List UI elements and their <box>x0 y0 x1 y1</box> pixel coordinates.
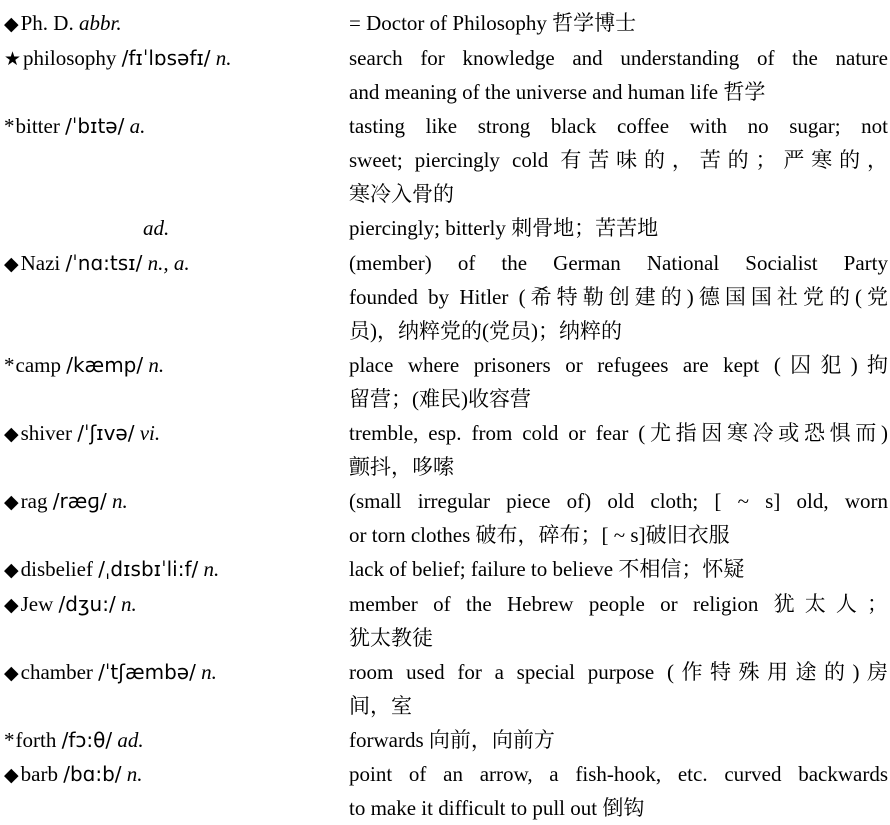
dictionary-entry-row <box>4 552 888 587</box>
definition-line: search for knowledge and understanding of the nature <box>349 46 888 70</box>
entry-frequency-marker-icon: ◆ <box>4 13 19 35</box>
entry-frequency-marker-icon: * <box>4 353 15 377</box>
entry-definition <box>349 6 888 40</box>
definition-line: (small irregular piece of) old cloth; [ ~ s] old, worn <box>349 489 888 513</box>
entry-phonetic: /dʒu:/ <box>58 592 116 616</box>
entry-headword-cell <box>4 723 349 757</box>
entry-part-of-speech: ad. <box>117 728 144 752</box>
dictionary-entry-row <box>4 6 888 41</box>
entry-headword: shiver <box>20 421 72 445</box>
entry-definition <box>349 552 888 586</box>
entry-part-of-speech: n. <box>148 353 165 377</box>
entry-phonetic: /ˈtʃæmbə/ <box>98 660 196 684</box>
definition-line: and meaning of the universe and human life 哲学 <box>349 80 766 104</box>
entry-part-of-speech: ad. <box>143 216 170 240</box>
definition-line: room used for a special purpose (作特殊用途的)房 <box>349 660 888 684</box>
dictionary-entry-row <box>4 41 888 109</box>
entry-headword: chamber <box>20 660 93 684</box>
entry-frequency-marker-icon: ◆ <box>4 764 19 786</box>
entry-part-of-speech: n., a. <box>147 251 190 275</box>
entry-frequency-marker-icon: ★ <box>4 48 22 70</box>
entry-headword-cell <box>4 552 349 587</box>
definition-line: 员)，纳粹党的(党员)；纳粹的 <box>349 319 622 343</box>
entry-definition <box>349 757 888 825</box>
entry-definition <box>349 484 888 552</box>
entry-headword-cell <box>4 246 349 281</box>
dictionary-entry-row <box>4 109 888 211</box>
entry-headword: forth <box>15 728 57 752</box>
definition-line: forwards 向前，向前方 <box>349 728 555 752</box>
entry-phonetic: /ˌdɪsbɪˈli:f/ <box>98 557 199 581</box>
definition-line: place where prisoners or refugees are kept (囚犯)拘 <box>349 353 888 377</box>
entry-phonetic: /bɑ:b/ <box>63 762 122 786</box>
entry-part-of-speech: n. <box>201 660 217 684</box>
definition-line: piercingly; bitterly 刺骨地；苦苦地 <box>349 216 659 240</box>
entry-headword-cell <box>4 587 349 622</box>
definition-line: 犹太教徒 <box>349 626 433 650</box>
entry-part-of-speech: n. <box>112 489 128 513</box>
entry-part-of-speech: n. <box>126 762 143 786</box>
definition-line: or torn clothes 破布，碎布；[ ~ s]破旧衣服 <box>349 523 730 547</box>
definition-line: member of the Hebrew people or religion 犹太人； <box>349 592 888 616</box>
entry-definition <box>349 723 888 757</box>
entry-definition <box>349 41 888 109</box>
definition-line: tremble, esp. from cold or fear (尤指因寒冷或恐惧而) <box>349 421 888 445</box>
entry-headword-cell <box>4 655 349 690</box>
dictionary-entry-row <box>4 348 888 416</box>
entry-definition <box>349 211 888 245</box>
definition-line: sweet; piercingly cold 有苦味的，苦的；严寒的， <box>349 148 888 172</box>
entry-headword: disbelief <box>20 557 93 581</box>
entry-headword-cell <box>4 6 349 41</box>
entry-phonetic: /ˈʃɪvə/ <box>77 421 135 445</box>
dictionary-entry-row <box>4 246 888 348</box>
entry-frequency-marker-icon: ◆ <box>4 559 19 581</box>
entry-definition <box>349 416 888 484</box>
entry-part-of-speech: n. <box>215 46 232 70</box>
entry-headword: barb <box>20 762 58 786</box>
entry-phonetic: /fɪˈlɒsəfɪ/ <box>121 46 211 70</box>
definition-line: tasting like strong black coffee with no sugar; not <box>349 114 888 138</box>
definition-line: 寒冷入骨的 <box>349 182 454 206</box>
entry-frequency-marker-icon: * <box>4 728 15 752</box>
entry-part-of-speech: abbr. <box>78 11 122 35</box>
entry-definition <box>349 587 888 655</box>
definition-line: founded by Hitler (希特勒创建的)德国国社党的(党 <box>349 285 888 309</box>
definition-line: to make it difficult to pull out 倒钩 <box>349 796 645 820</box>
entry-frequency-marker-icon: ◆ <box>4 253 19 275</box>
entry-list <box>4 6 888 825</box>
entry-headword-cell <box>4 41 349 76</box>
entry-part-of-speech: a. <box>129 114 146 138</box>
entry-part-of-speech: n. <box>203 557 220 581</box>
entry-headword-cell <box>4 757 349 792</box>
entry-frequency-marker-icon: ◆ <box>4 662 19 684</box>
entry-definition <box>349 246 888 348</box>
entry-headword-cell <box>4 484 349 519</box>
entry-frequency-marker-icon: * <box>4 114 15 138</box>
entry-frequency-marker-icon: ◆ <box>4 491 19 513</box>
entry-headword: bitter <box>15 114 60 138</box>
entry-headword: camp <box>15 353 61 377</box>
entry-phonetic: /fɔ:θ/ <box>61 728 113 752</box>
dictionary-entry-row <box>4 211 888 246</box>
definition-line: point of an arrow, a fish-hook, etc. curved backwards <box>349 762 888 786</box>
entry-headword: philosophy <box>23 46 117 70</box>
dictionary-entry-row <box>4 587 888 655</box>
dictionary-entry-row <box>4 723 888 757</box>
entry-frequency-marker-icon: ◆ <box>4 423 19 445</box>
dictionary-entry-row <box>4 757 888 825</box>
definition-line: 颤抖，哆嗦 <box>349 455 454 479</box>
entry-headword: rag <box>20 489 48 513</box>
entry-frequency-marker-icon: ◆ <box>4 594 19 616</box>
entry-definition <box>349 348 888 416</box>
entry-part-of-speech: vi. <box>139 421 161 445</box>
entry-headword-cell <box>4 348 349 382</box>
entry-phonetic: /ˈnɑ:tsɪ/ <box>65 251 143 275</box>
entry-phonetic: /kæmp/ <box>66 353 144 377</box>
entry-headword-cell <box>4 109 349 143</box>
definition-line: = Doctor of Philosophy 哲学博士 <box>349 11 637 35</box>
dictionary-entry-row <box>4 484 888 552</box>
definition-line: (member) of the German National Socialist Party <box>349 251 888 275</box>
dictionary-entry-row <box>4 655 888 723</box>
entry-phonetic: /ˈbɪtə/ <box>65 114 125 138</box>
entry-definition <box>349 655 888 723</box>
entry-headword-cell <box>4 416 349 451</box>
entry-headword-cell <box>4 211 349 246</box>
entry-headword: Jew <box>20 592 54 616</box>
entry-part-of-speech: n. <box>120 592 137 616</box>
entry-definition <box>349 109 888 211</box>
entry-phonetic: /ræɡ/ <box>52 489 107 513</box>
entry-headword: Ph. D. <box>20 11 74 35</box>
definition-line: lack of belief; failure to believe 不相信；怀疑 <box>349 557 745 581</box>
definition-line: 间，室 <box>349 694 412 718</box>
dictionary-entry-row <box>4 416 888 484</box>
entry-headword: Nazi <box>20 251 61 275</box>
definition-line: 留营；(难民)收容营 <box>349 387 531 411</box>
